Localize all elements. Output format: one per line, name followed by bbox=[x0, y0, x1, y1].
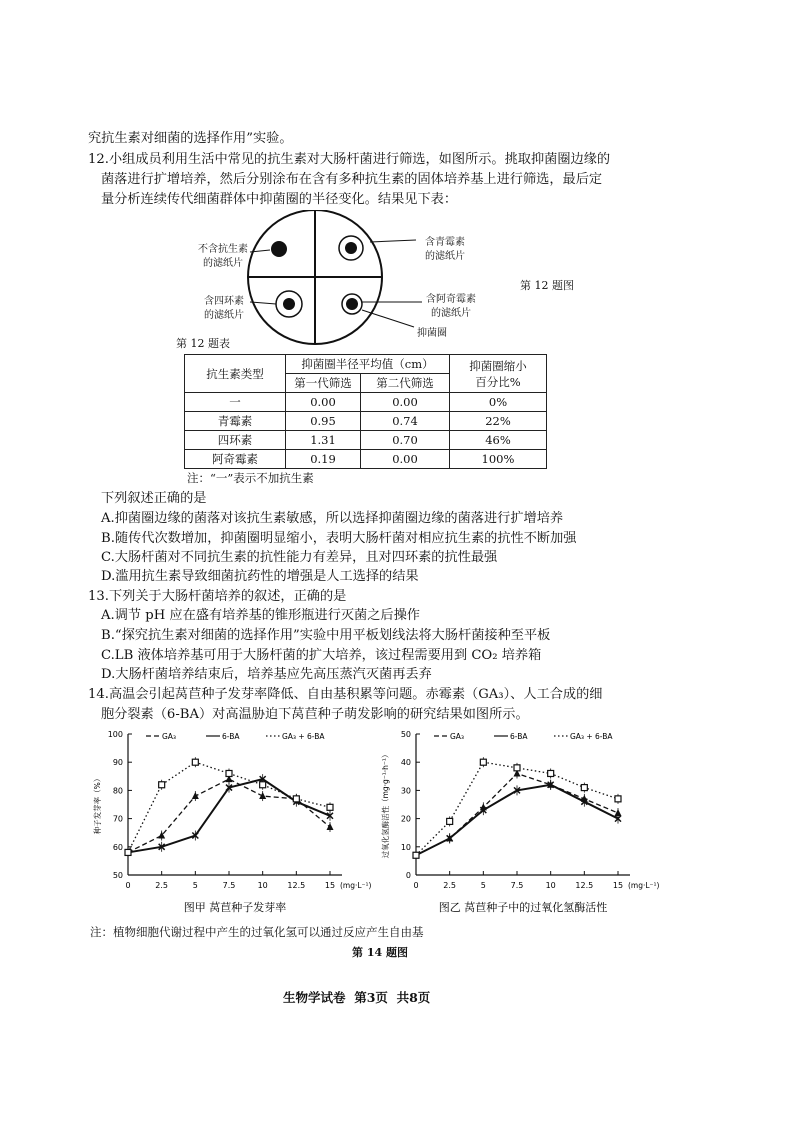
q12-stem-line-3: 量分析连续传代细菌群体中抑菌圈的半径变化。结果见下表： bbox=[101, 192, 458, 207]
data-point bbox=[293, 796, 299, 802]
q12-stem-line-1: 12.小组成员利用生活中常见的抗生素对大肠杆菌进行筛选，如图所示。挑取抑菌圈边缘的 bbox=[88, 152, 611, 167]
data-point bbox=[260, 782, 266, 788]
q12-option-a: A.抑菌圈边缘的菌落对该抗生素敏感，所以选择抑菌圈边缘的菌落进行扩增培养 bbox=[101, 511, 564, 526]
y-tick-label: 50 bbox=[400, 730, 411, 739]
table-row bbox=[185, 450, 547, 469]
table-cell: 0.74 bbox=[361, 412, 450, 431]
table-cell: 阿奇霉素 bbox=[185, 450, 286, 469]
q14-stem-line-2: 胞分裂素（6-BA）对高温胁迫下莴苣种子萌发影响的研究结果如图所示。 bbox=[101, 707, 529, 722]
intro-tail-text: 究抗生素对细菌的选择作用”实验。 bbox=[88, 131, 293, 146]
x-tick-label: 5 bbox=[480, 881, 486, 890]
y-tick-label: 30 bbox=[400, 786, 411, 796]
x-tick-label: 7.5 bbox=[510, 881, 524, 890]
chart-title: 图甲 莴苣种子发芽率 bbox=[183, 901, 287, 914]
q12-prompt: 下列叙述正确的是 bbox=[101, 491, 207, 506]
data-point bbox=[327, 804, 333, 810]
table-12-note: 注：“一”表示不加抗生素 bbox=[187, 471, 314, 485]
table-row bbox=[185, 393, 547, 412]
table-cell: 四环素 bbox=[185, 431, 286, 450]
y-tick-label: 50 bbox=[112, 871, 123, 880]
table-row bbox=[185, 431, 547, 450]
label-tetracycline: 含四环素 的滤纸片 bbox=[204, 296, 244, 321]
table-cell: 一 bbox=[185, 393, 286, 412]
x-tick-label: 12.5 bbox=[287, 881, 306, 890]
data-point bbox=[581, 785, 587, 791]
x-tick-label: 2.5 bbox=[443, 881, 457, 890]
header-shrink: 抑菌圈缩小 百分比% bbox=[450, 355, 547, 393]
x-axis-unit: (mg·L⁻¹) bbox=[628, 881, 660, 890]
label-no-antibiotic: 不含抗生素 的滤纸片 bbox=[198, 244, 248, 269]
figure-12-caption: 第 12 题图 bbox=[520, 279, 574, 292]
q13-option-a: A.调节 pH 应在盛有培养基的锥形瓶进行灭菌之后操作 bbox=[101, 608, 420, 623]
x-tick-label: 0 bbox=[125, 881, 131, 890]
q13-option-c: C.LB 液体培养基可用于大肠杆菌的扩大培养，该过程需要用到 CO₂ 培养箱 bbox=[101, 648, 542, 663]
data-point bbox=[259, 792, 266, 799]
q12-option-d: D.滥用抗生素导致细菌抗药性的增强是人工选择的结果 bbox=[101, 569, 419, 584]
table-cell: 青霉素 bbox=[185, 412, 286, 431]
q12-option-c: C.大肠杆菌对不同抗生素的抗性能力有差异，且对四环素的抗性最强 bbox=[101, 550, 498, 565]
data-point bbox=[226, 770, 232, 776]
x-axis-unit: (mg·L⁻¹) bbox=[340, 881, 372, 890]
header-radius: 抑菌圈半径平均值（cm） bbox=[286, 355, 450, 374]
header-gen1: 第一代筛选 bbox=[286, 374, 361, 393]
table-cell: 0.00 bbox=[361, 450, 450, 469]
y-tick-label: 0 bbox=[405, 871, 411, 880]
legend-label: 6-BA bbox=[510, 732, 528, 741]
x-tick-label: 15 bbox=[612, 881, 624, 890]
x-tick-label: 10 bbox=[257, 881, 268, 890]
results-table bbox=[184, 354, 547, 469]
table-12-caption: 第 12 题表 bbox=[176, 337, 230, 350]
table-cell: 0.95 bbox=[286, 412, 361, 431]
table-cell: 22% bbox=[450, 412, 547, 431]
header-gen2: 第二代筛选 bbox=[361, 374, 450, 393]
label-penicillin: 含青霉素 的滤纸片 bbox=[425, 237, 465, 262]
x-tick-label: 7.5 bbox=[222, 881, 236, 890]
table-cell: 0.00 bbox=[361, 393, 450, 412]
y-tick-label: 60 bbox=[112, 842, 123, 852]
data-point bbox=[615, 796, 621, 802]
label-inhibition-zone: 抑菌圈 bbox=[417, 328, 447, 339]
data-point bbox=[159, 782, 165, 788]
data-point bbox=[192, 792, 199, 799]
table-cell: 0% bbox=[450, 393, 547, 412]
x-tick-label: 15 bbox=[324, 881, 336, 890]
header-antibiotic-type: 抗生素类型 bbox=[185, 355, 286, 393]
y-tick-label: 40 bbox=[400, 758, 411, 768]
data-point bbox=[480, 759, 486, 765]
legend-label: GA₃ bbox=[162, 732, 176, 741]
y-axis-label: 过氧化氢酶活性（mg·g⁻¹·h⁻¹） bbox=[381, 750, 390, 859]
table-cell: 1.31 bbox=[286, 431, 361, 450]
q13-option-b: B.“探究抗生素对细菌的选择作用”实验中用平板划线法将大肠杆菌接种至平板 bbox=[101, 628, 551, 643]
table-cell: 46% bbox=[450, 431, 547, 450]
x-tick-label: 10 bbox=[545, 881, 556, 890]
q13-option-d: D.大肠杆菌培养结束后，培养基应先高压蒸汽灭菌再丢弃 bbox=[101, 667, 432, 682]
page-footer: 生物学试卷 第3页 共8页 bbox=[283, 990, 431, 1005]
table-cell: 100% bbox=[450, 450, 547, 469]
data-point bbox=[125, 849, 131, 855]
label-azithromycin: 含阿奇霉素 的滤纸片 bbox=[426, 294, 476, 319]
table-cell: 0.70 bbox=[361, 431, 450, 450]
y-tick-label: 10 bbox=[400, 842, 411, 852]
q14-note: 注：植物细胞代谢过程中产生的过氧化氢可以通过反应产生自由基 bbox=[90, 925, 424, 939]
x-tick-label: 12.5 bbox=[575, 881, 594, 890]
figure-14-caption: 第 14 题图 bbox=[352, 946, 408, 959]
y-tick-label: 20 bbox=[400, 814, 411, 824]
chart-title: 图乙 莴苣种子中的过氧化氢酶活性 bbox=[438, 901, 608, 914]
q13-stem: 13.下列关于大肠杆菌培养的叙述，正确的是 bbox=[88, 589, 347, 604]
legend-label: GA₃ bbox=[450, 732, 464, 741]
data-point bbox=[447, 818, 453, 824]
legend-label: 6-BA bbox=[222, 732, 240, 741]
x-tick-label: 2.5 bbox=[155, 881, 169, 890]
legend-label: GA₃ + 6-BA bbox=[570, 732, 613, 741]
chart-germination-rate bbox=[84, 724, 380, 920]
data-point bbox=[548, 770, 554, 776]
chart-catalase-activity bbox=[372, 724, 668, 920]
table-cell: 0.00 bbox=[286, 393, 361, 412]
table-row bbox=[185, 412, 547, 431]
y-tick-label: 100 bbox=[107, 730, 123, 739]
data-point bbox=[327, 823, 334, 830]
data-point bbox=[192, 759, 198, 765]
y-tick-label: 70 bbox=[112, 814, 123, 824]
data-point bbox=[413, 852, 419, 858]
y-tick-label: 90 bbox=[112, 758, 123, 768]
x-tick-label: 5 bbox=[192, 881, 198, 890]
y-axis-label: 种子发芽率（%） bbox=[93, 774, 102, 835]
y-tick-label: 80 bbox=[112, 786, 123, 796]
x-tick-label: 0 bbox=[413, 881, 419, 890]
q14-stem-line-1: 14.高温会引起莴苣种子发芽率降低、自由基积累等问题。赤霉素（GA₃）、人工合成的细 bbox=[88, 687, 603, 702]
q12-option-b: B.随传代次数增加，抑菌圈明显缩小，表明大肠杆菌对相应抗生素的抗性不断加强 bbox=[101, 531, 577, 546]
data-point bbox=[514, 765, 520, 771]
legend-label: GA₃ + 6-BA bbox=[282, 732, 325, 741]
table-cell: 0.19 bbox=[286, 450, 361, 469]
q12-stem-line-2: 菌落进行扩增培养，然后分别涂布在含有多种抗生素的固体培养基上进行筛选，最后定 bbox=[101, 172, 603, 187]
